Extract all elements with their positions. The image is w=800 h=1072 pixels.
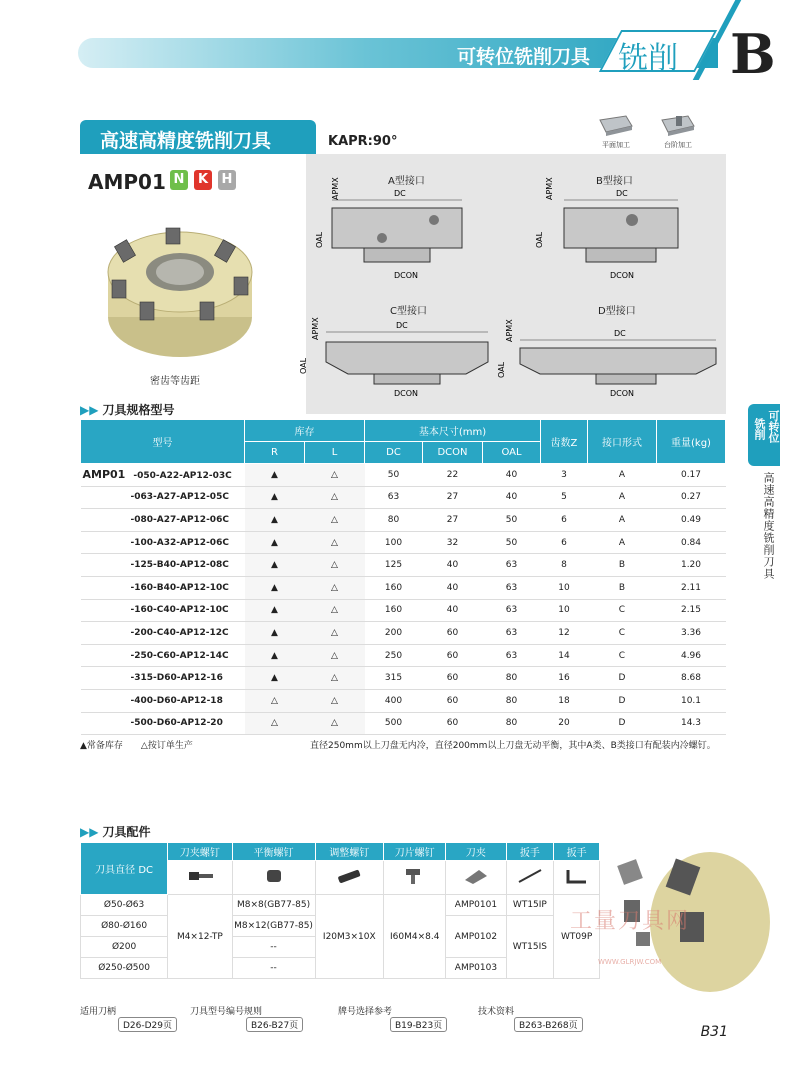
wrench-icon — [506, 861, 554, 895]
oal-cell: 40 — [483, 486, 541, 509]
col-weight: 重量(kg) — [656, 420, 725, 464]
model-cell — [81, 464, 245, 487]
svg-text:APMX: APMX — [545, 177, 554, 200]
ref-label: 刀具型号编号规则 — [190, 1007, 263, 1017]
insert-screw-cell: I60M4×8.4 — [384, 895, 446, 979]
oal-cell: 80 — [483, 712, 541, 735]
adjust-screw-cell: I20M3×10X — [315, 895, 384, 979]
weight-cell: 14.3 — [656, 712, 725, 735]
header-title: 可转位铣削刀具 — [456, 46, 590, 68]
insert-screw-icon — [384, 861, 446, 895]
col-oal: OAL — [483, 442, 541, 464]
model-cell — [81, 486, 245, 509]
model-cell — [81, 576, 245, 599]
dcon-cell: 60 — [423, 712, 483, 735]
weight-cell: 0.49 — [656, 509, 725, 532]
svg-text:APMX: APMX — [311, 317, 320, 340]
stock-r-cell: △ — [245, 712, 305, 735]
oal-cell: 80 — [483, 689, 541, 712]
oal-cell: 50 — [483, 509, 541, 532]
oal-cell: 63 — [483, 576, 541, 599]
stock-l-cell: △ — [305, 576, 365, 599]
interface-cell: C — [587, 644, 656, 667]
ref-page-link[interactable]: D26-D29页 — [118, 1017, 177, 1032]
acc-col-dc: 刀具直径 DC — [81, 843, 168, 895]
dc-cell: 315 — [365, 667, 423, 690]
side-tab[interactable] — [748, 404, 780, 466]
weight-cell: 0.27 — [656, 486, 725, 509]
wrench-l-icon — [554, 861, 600, 895]
model-code: -050-A22-AP12-03C — [133, 471, 232, 482]
ref-label: 牌号选择参考 — [338, 1007, 393, 1017]
model-cell — [81, 554, 245, 577]
balance-screw-cell: M8×8(GB77-85) — [232, 895, 315, 916]
interface-cell: D — [587, 667, 656, 690]
material-badge-k: K — [194, 170, 212, 190]
dcon-cell: 60 — [423, 689, 483, 712]
ref-page-link[interactable]: B26-B27页 — [246, 1017, 303, 1032]
stock-r-cell: ▲ — [245, 644, 305, 667]
shoulder-milling-icon — [658, 112, 698, 138]
weight-cell: 8.68 — [656, 667, 725, 690]
dc-cell: 63 — [365, 486, 423, 509]
section-title: 高速高精度铣削刀具 — [80, 120, 316, 154]
clamp-screw-cell: M4×12-TP — [168, 895, 232, 979]
stock-r-cell: ▲ — [245, 599, 305, 622]
stock-l-cell: △ — [305, 599, 365, 622]
ref-label: 技术资料 — [478, 1007, 515, 1017]
svg-text:DC: DC — [396, 321, 408, 330]
dcon-cell: 32 — [423, 531, 483, 554]
cutter-caption: 密齿等齿距 — [150, 376, 200, 387]
svg-text:DC: DC — [614, 329, 626, 338]
model-code: -315-D60-AP12-16 — [130, 673, 223, 684]
col-interface: 接口形式 — [587, 420, 656, 464]
weight-cell: 10.1 — [656, 689, 725, 712]
oal-cell: 63 — [483, 554, 541, 577]
col-dc: DC — [365, 442, 423, 464]
model-name: AMP01 — [88, 170, 166, 194]
acc-col-clamp-screw: 刀夹螺钉 — [168, 843, 232, 861]
acc-col-holder: 刀夹 — [446, 843, 506, 861]
stock-l-cell: △ — [305, 644, 365, 667]
stock-l-cell: △ — [305, 667, 365, 690]
dcon-cell: 60 — [423, 667, 483, 690]
dc-cell: 50 — [365, 464, 423, 487]
holder-cell: AMP0102 — [446, 916, 506, 958]
model-code: -063-A27-AP12-05C — [130, 492, 229, 503]
acc-col-balance-screw: 平衡螺钉 — [232, 843, 315, 861]
stock-r-cell: ▲ — [245, 576, 305, 599]
face-milling-caption: 平面加工 — [602, 141, 630, 149]
stock-l-cell: △ — [305, 712, 365, 735]
side-tab-line1: 可转位 — [767, 410, 780, 443]
model-cell — [81, 667, 245, 690]
weight-cell: 2.11 — [656, 576, 725, 599]
svg-text:OAL: OAL — [299, 357, 308, 374]
stock-r-cell: ▲ — [245, 464, 305, 487]
acc-col-adjust-screw: 调整螺钉 — [315, 843, 384, 861]
weight-cell: 2.15 — [656, 599, 725, 622]
iface-b-diagram — [530, 178, 690, 278]
model-code: -125-B40-AP12-08C — [130, 560, 229, 571]
interface-cell: C — [587, 599, 656, 622]
teeth-cell: 16 — [541, 667, 588, 690]
col-stock-l: L — [305, 442, 365, 464]
iface-d-diagram — [497, 312, 720, 402]
stock-r-cell: △ — [245, 689, 305, 712]
dcon-cell: 27 — [423, 509, 483, 532]
dc-cell: 100 — [365, 531, 423, 554]
teeth-cell: 18 — [541, 689, 588, 712]
dc-cell: 80 — [365, 509, 423, 532]
dcon-cell: 60 — [423, 644, 483, 667]
interface-cell: B — [587, 554, 656, 577]
kapr-label: KAPR:90° — [328, 134, 398, 149]
stock-l-cell: △ — [305, 509, 365, 532]
model-code: -400-D60-AP12-18 — [130, 695, 223, 706]
table-row — [81, 464, 726, 487]
balance-screw-cell: M8×12(GB77-85) — [232, 916, 315, 937]
iface-a-title: A型接口 — [388, 176, 425, 187]
model-cell — [81, 644, 245, 667]
interface-cell: A — [587, 486, 656, 509]
double-arrow-icon: ▶▶ — [80, 403, 99, 417]
dc-cell: 200 — [365, 622, 423, 645]
model-cell — [81, 599, 245, 622]
interface-cell: B — [587, 576, 656, 599]
wrench1-cell: WT15IS — [506, 916, 554, 979]
svg-text:APMX: APMX — [331, 177, 340, 200]
wrench1-cell: WT15IP — [506, 895, 554, 916]
weight-cell: 3.36 — [656, 622, 725, 645]
model-cell — [81, 712, 245, 735]
material-badge-h: H — [218, 170, 236, 190]
oal-cell: 40 — [483, 464, 541, 487]
oal-cell: 63 — [483, 644, 541, 667]
stock-legend: ▲常备库存 △按订单生产 — [80, 741, 193, 751]
model-cell — [81, 509, 245, 532]
weight-cell: 1.20 — [656, 554, 725, 577]
double-arrow-icon: ▶▶ — [80, 825, 99, 839]
svg-text:DCON: DCON — [610, 389, 635, 398]
accessories-table — [80, 842, 600, 979]
face-milling-icon — [596, 112, 636, 138]
stock-r-cell: ▲ — [245, 622, 305, 645]
ref-page-link[interactable]: B19-B23页 — [390, 1017, 447, 1032]
acc-col-insert-screw: 刀片螺钉 — [384, 843, 446, 861]
model-cell — [81, 622, 245, 645]
model-code: -160-C40-AP12-10C — [130, 605, 229, 616]
col-teeth: 齿数Z — [541, 420, 588, 464]
teeth-cell: 3 — [541, 464, 588, 487]
spec-section-title: ▶▶ 刀具规格型号 — [80, 403, 175, 417]
stock-l-cell: △ — [305, 464, 365, 487]
col-stock-r: R — [245, 442, 305, 464]
model-code: -100-A32-AP12-06C — [130, 537, 229, 548]
stock-r-cell: ▲ — [245, 531, 305, 554]
interface-cell: A — [587, 464, 656, 487]
iface-a-diagram — [316, 178, 476, 278]
iface-c-title: C型接口 — [390, 306, 427, 317]
side-vertical-label: 高速高精度铣削刀具 — [762, 472, 775, 580]
dcon-cell: 60 — [423, 622, 483, 645]
interface-cell: C — [587, 622, 656, 645]
accessories-section-title: ▶▶ 刀具配件 — [80, 825, 151, 839]
teeth-cell: 14 — [541, 644, 588, 667]
table-row — [81, 531, 726, 554]
svg-text:APMX: APMX — [505, 319, 514, 342]
col-basic-dims: 基本尺寸(mm) — [365, 420, 541, 442]
teeth-cell: 10 — [541, 599, 588, 622]
holder-cell: AMP0103 — [446, 958, 506, 979]
interface-cell: D — [587, 689, 656, 712]
table-row — [81, 712, 726, 735]
stock-l-cell: △ — [305, 486, 365, 509]
col-stock: 库存 — [245, 420, 365, 442]
ref-label: 适用刀柄 — [80, 1007, 117, 1017]
cutter-image — [100, 222, 260, 367]
iface-b-title: B型接口 — [596, 176, 633, 187]
oal-cell: 63 — [483, 599, 541, 622]
adjust-screw-icon — [315, 861, 384, 895]
material-badge-n: N — [170, 170, 188, 190]
model-cell — [81, 689, 245, 712]
page-number: B31 — [700, 1024, 728, 1040]
category-label: 铣削 — [618, 41, 678, 76]
dc-cell: 400 — [365, 689, 423, 712]
svg-text:DC: DC — [616, 189, 628, 198]
acc-dc-cell: Ø80-Ø160 — [81, 916, 168, 937]
wrench2-cell: WT09P — [554, 895, 600, 979]
section-letter: B — [730, 22, 776, 86]
teeth-cell: 20 — [541, 712, 588, 735]
stock-l-cell: △ — [305, 531, 365, 554]
balance-screw-cell: -- — [232, 958, 315, 979]
svg-text:DCON: DCON — [394, 271, 419, 280]
clamp-screw-icon — [168, 861, 232, 895]
table-row — [81, 509, 726, 532]
stock-r-cell: ▲ — [245, 486, 305, 509]
spec-table — [80, 419, 726, 735]
dc-cell: 250 — [365, 644, 423, 667]
stock-r-cell: ▲ — [245, 667, 305, 690]
spec-note: 直径250mm以上刀盘无内冷，直径200mm以上刀盘无动平衡，其中A类、B类接口有配装内冷螺钉。 — [310, 741, 716, 751]
dcon-cell: 40 — [423, 599, 483, 622]
dc-cell: 500 — [365, 712, 423, 735]
svg-text:DC: DC — [394, 189, 406, 198]
teeth-cell: 12 — [541, 622, 588, 645]
dcon-cell: 22 — [423, 464, 483, 487]
svg-text:DCON: DCON — [610, 271, 635, 280]
acc-dc-cell: Ø200 — [81, 937, 168, 958]
holder-icon — [446, 861, 506, 895]
stock-l-cell: △ — [305, 622, 365, 645]
oal-cell: 63 — [483, 622, 541, 645]
table-row — [81, 644, 726, 667]
oal-cell: 50 — [483, 531, 541, 554]
interface-cell: D — [587, 712, 656, 735]
col-model: 型号 — [81, 420, 245, 464]
ref-page-link[interactable]: B263-B268页 — [514, 1017, 583, 1032]
dc-cell: 125 — [365, 554, 423, 577]
acc-col-wrench1: 扳手 — [506, 843, 554, 861]
teeth-cell: 10 — [541, 576, 588, 599]
dcon-cell: 40 — [423, 554, 483, 577]
dcon-cell: 40 — [423, 576, 483, 599]
col-dcon: DCON — [423, 442, 483, 464]
balance-screw-icon — [232, 861, 315, 895]
model-code: -080-A27-AP12-06C — [130, 514, 229, 525]
stock-r-cell: ▲ — [245, 509, 305, 532]
weight-cell: 0.84 — [656, 531, 725, 554]
stock-r-cell: ▲ — [245, 554, 305, 577]
teeth-cell: 5 — [541, 486, 588, 509]
stock-l-cell: △ — [305, 554, 365, 577]
teeth-cell: 6 — [541, 531, 588, 554]
table-row — [81, 622, 726, 645]
balance-screw-cell: -- — [232, 937, 315, 958]
interface-cell: A — [587, 531, 656, 554]
side-tab-line2: 铣削 — [753, 418, 766, 440]
shoulder-milling-caption: 台阶加工 — [664, 141, 692, 149]
oal-cell: 80 — [483, 667, 541, 690]
teeth-cell: 6 — [541, 509, 588, 532]
iface-c-diagram — [296, 312, 496, 402]
model-code: -160-B40-AP12-10C — [130, 582, 229, 593]
weight-cell: 4.96 — [656, 644, 725, 667]
table-row — [81, 576, 726, 599]
holder-cell: AMP0101 — [446, 895, 506, 916]
table-row — [81, 689, 726, 712]
dc-cell: 160 — [365, 576, 423, 599]
model-code: -500-D60-AP12-20 — [130, 718, 223, 729]
iface-d-title: D型接口 — [598, 306, 636, 317]
svg-text:DCON: DCON — [394, 389, 419, 398]
watermark: 工量刀具网 — [570, 909, 691, 934]
table-row — [81, 486, 726, 509]
svg-text:OAL: OAL — [535, 231, 544, 248]
teeth-cell: 8 — [541, 554, 588, 577]
acc-col-wrench2: 扳手 — [554, 843, 600, 861]
interface-cell: A — [587, 509, 656, 532]
model-cell — [81, 531, 245, 554]
svg-text:OAL: OAL — [497, 361, 506, 378]
table-row — [81, 599, 726, 622]
table-row — [81, 667, 726, 690]
acc-dc-cell: Ø50-Ø63 — [81, 895, 168, 916]
acc-dc-cell: Ø250-Ø500 — [81, 958, 168, 979]
stock-l-cell: △ — [305, 689, 365, 712]
model-code: -200-C40-AP12-12C — [130, 627, 229, 638]
svg-text:OAL: OAL — [315, 231, 324, 248]
table-row — [81, 554, 726, 577]
model-prefix: AMP01 — [82, 468, 126, 482]
weight-cell: 0.17 — [656, 464, 725, 487]
watermark-url: WWW.GLRJW.COM — [598, 958, 662, 966]
dcon-cell: 27 — [423, 486, 483, 509]
dc-cell: 160 — [365, 599, 423, 622]
model-code: -250-C60-AP12-14C — [130, 650, 229, 661]
